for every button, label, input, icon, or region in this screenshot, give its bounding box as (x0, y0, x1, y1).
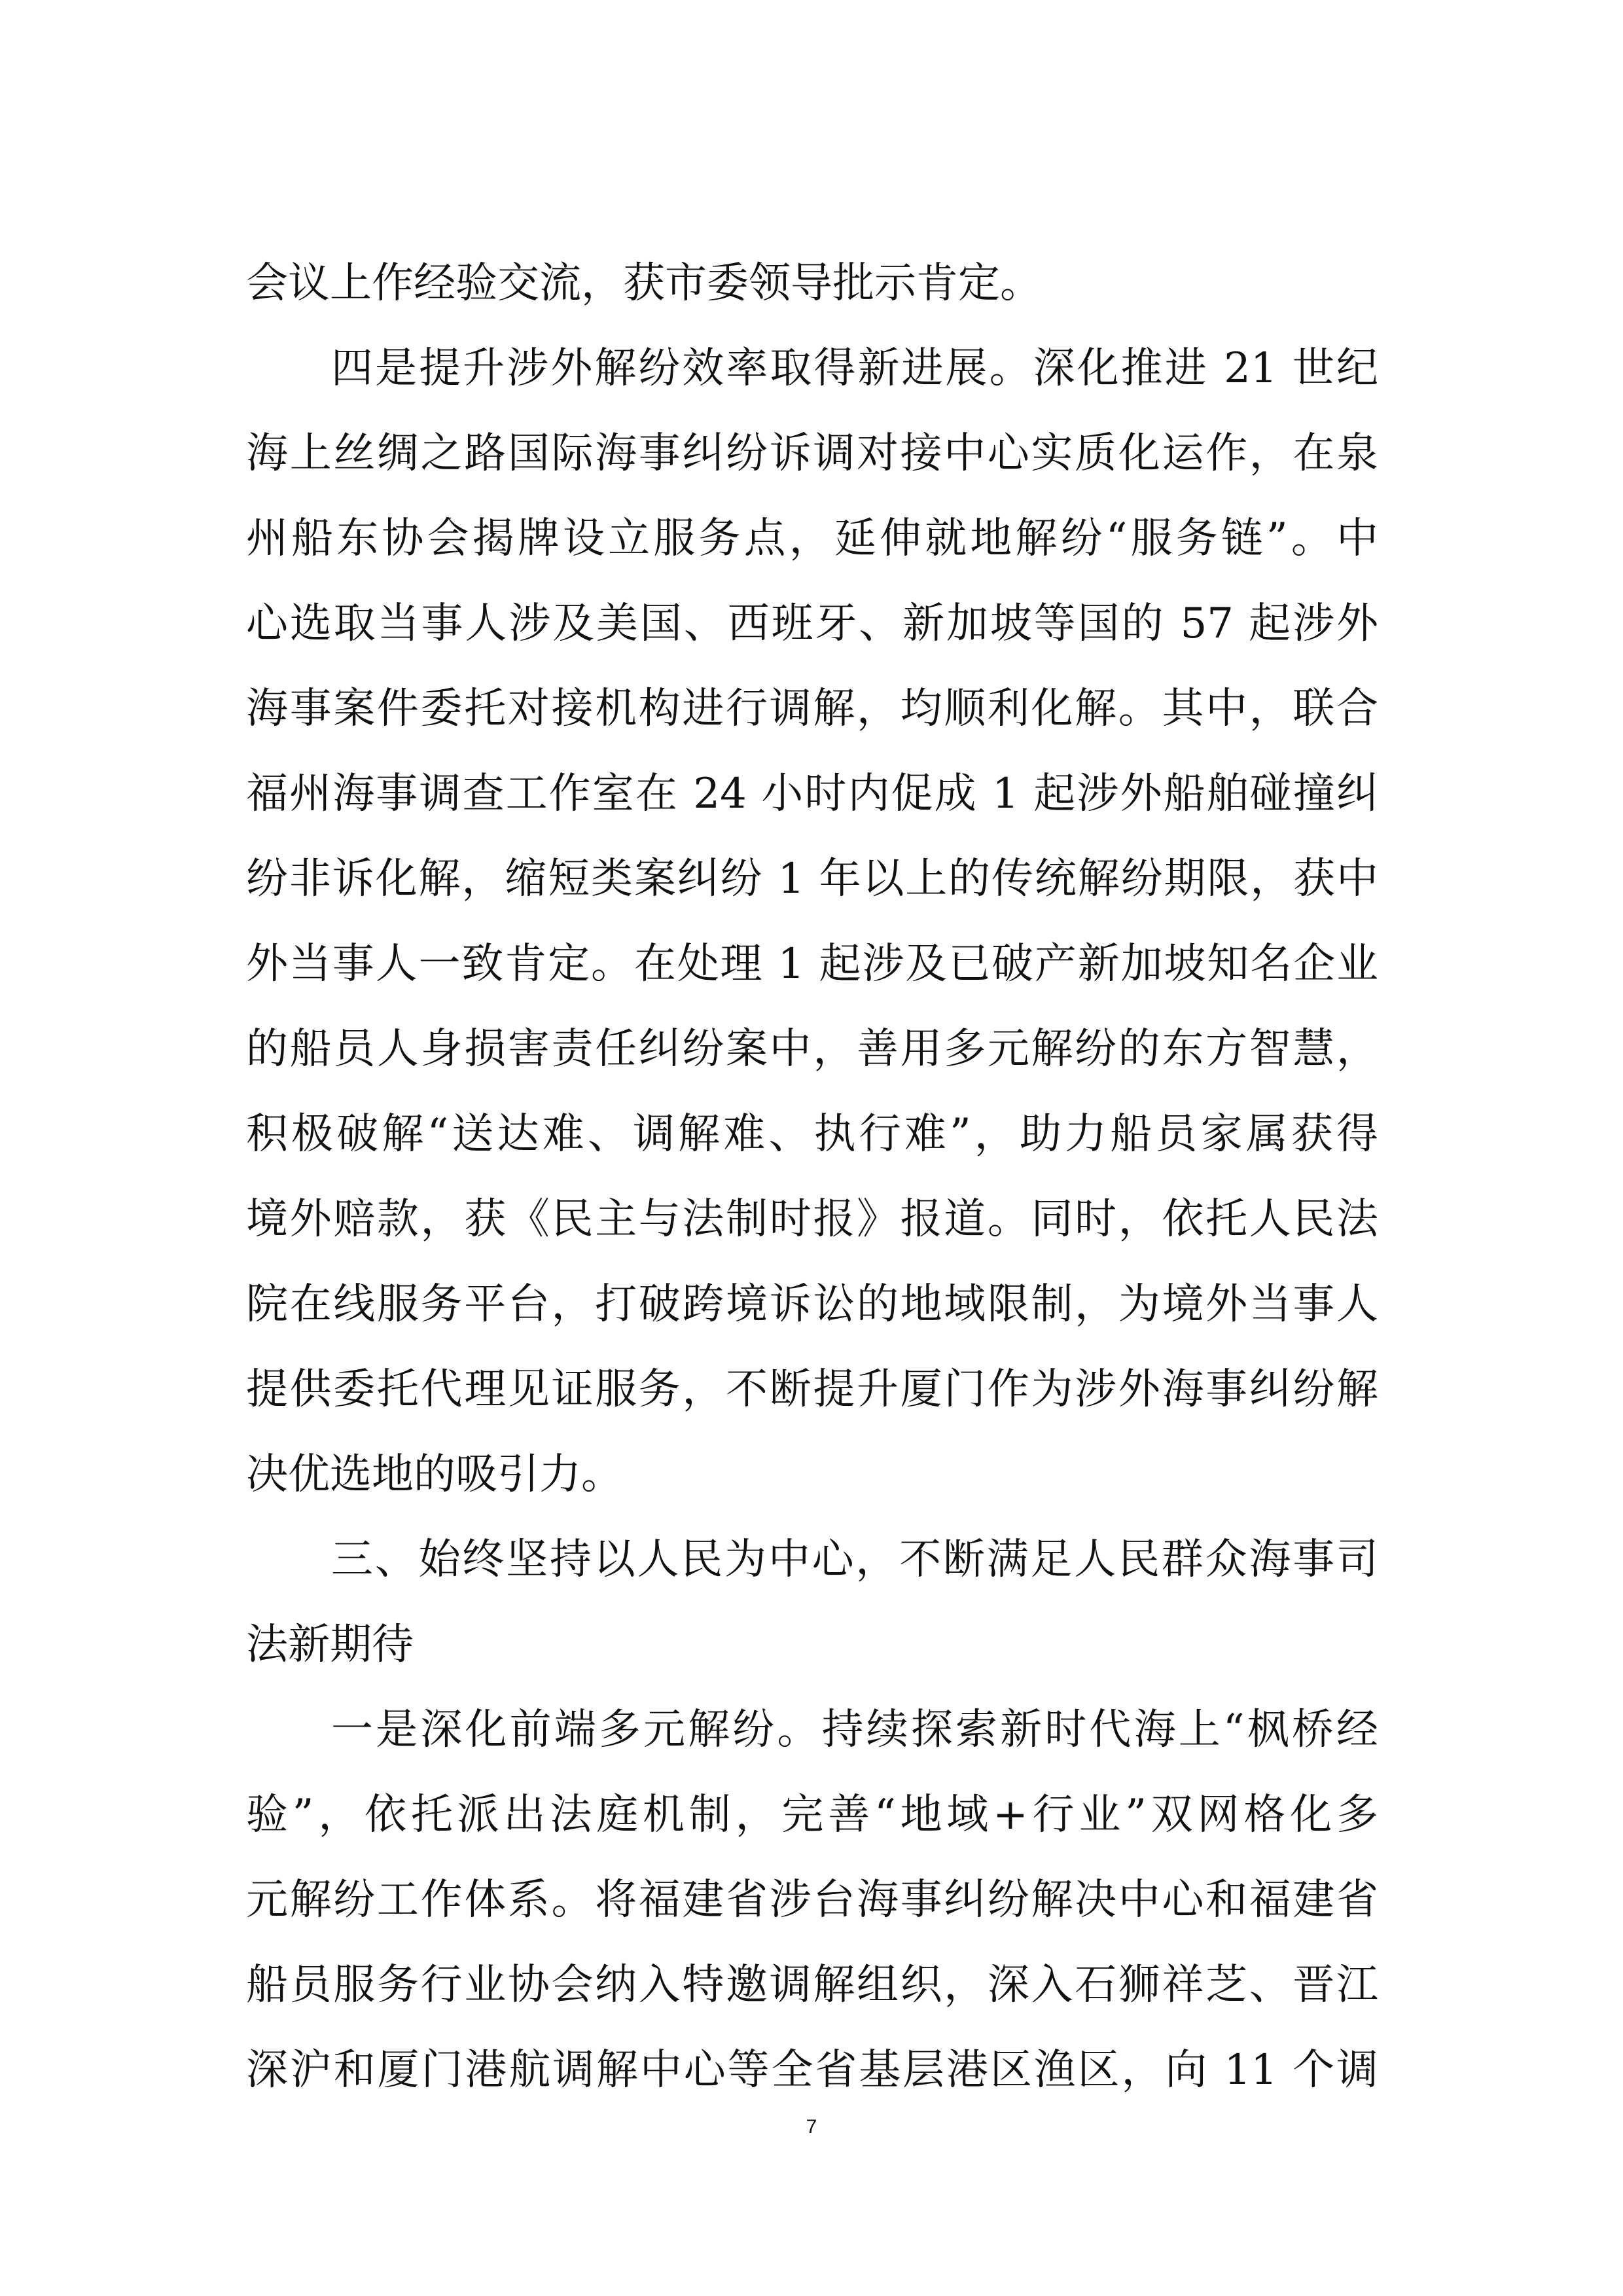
paragraph-line: 元解纷工作体系。将福建省涉台海事纠纷解决中心和福建省 (246, 1876, 1378, 1924)
paragraph-line: 深沪和厦门港航调解中心等全省基层港区渔区，向 11 个调 (246, 2046, 1378, 2094)
paragraph-line: 州船东协会揭牌设立服务点，延伸就地解纷“服务链”。中 (246, 514, 1378, 563)
paragraph-line: 四是提升涉外解纷效率取得新进展。深化推进 21 世纪 (331, 344, 1378, 393)
paragraph-line: 外当事人一致肯定。在处理 1 起涉及已破产新加坡知名企业 (246, 940, 1378, 988)
paragraph-line: 院在线服务平台，打破跨境诉讼的地域限制，为境外当事人 (246, 1280, 1378, 1329)
paragraph-line: 验”，依托派出法庭机制，完善“地域+行业”双网格化多 (246, 1791, 1378, 1839)
paragraph-line: 一是深化前端多元解纷。持续探索新时代海上“枫桥经 (331, 1706, 1378, 1754)
paragraph-line: 会议上作经验交流，获市委领导批示肯定。 (246, 259, 1042, 308)
paragraph-line: 心选取当事人涉及美国、西班牙、新加坡等国的 57 起涉外 (246, 600, 1378, 648)
page-number: 7 (806, 2116, 817, 2138)
paragraph-line: 海事案件委托对接机构进行调解，均顺利化解。其中，联合 (246, 685, 1378, 733)
paragraph-line: 决优选地的吸引力。 (246, 1450, 623, 1499)
paragraph-line: 福州海事调查工作室在 24 小时内促成 1 起涉外船舶碰撞纠 (246, 770, 1378, 818)
paragraph-line: 纷非诉化解，缩短类案纠纷 1 年以上的传统解纷期限，获中 (246, 855, 1378, 903)
paragraph-line: 提供委托代理见证服务，不断提升厦门作为涉外海事纠纷解 (246, 1365, 1378, 1414)
paragraph-line: 境外赔款，获《民主与法制时报》报道。同时，依托人民法 (246, 1195, 1378, 1244)
paragraph-line: 积极破解“送达难、调解难、执行难”，助力船员家属获得 (246, 1110, 1378, 1158)
paragraph-line: 的船员人身损害责任纠纷案中，善用多元解纷的东方智慧， (246, 1025, 1378, 1073)
paragraph-line: 船员服务行业协会纳入特邀调解组织，深入石狮祥芝、晋江 (246, 1961, 1378, 2009)
section-heading-line: 法新期待 (246, 1621, 414, 1669)
section-heading-line: 三、始终坚持以人民为中心，不断满足人民群众海事司 (331, 1535, 1378, 1584)
paragraph-line: 海上丝绸之路国际海事纠纷诉调对接中心实质化运作，在泉 (246, 429, 1378, 478)
